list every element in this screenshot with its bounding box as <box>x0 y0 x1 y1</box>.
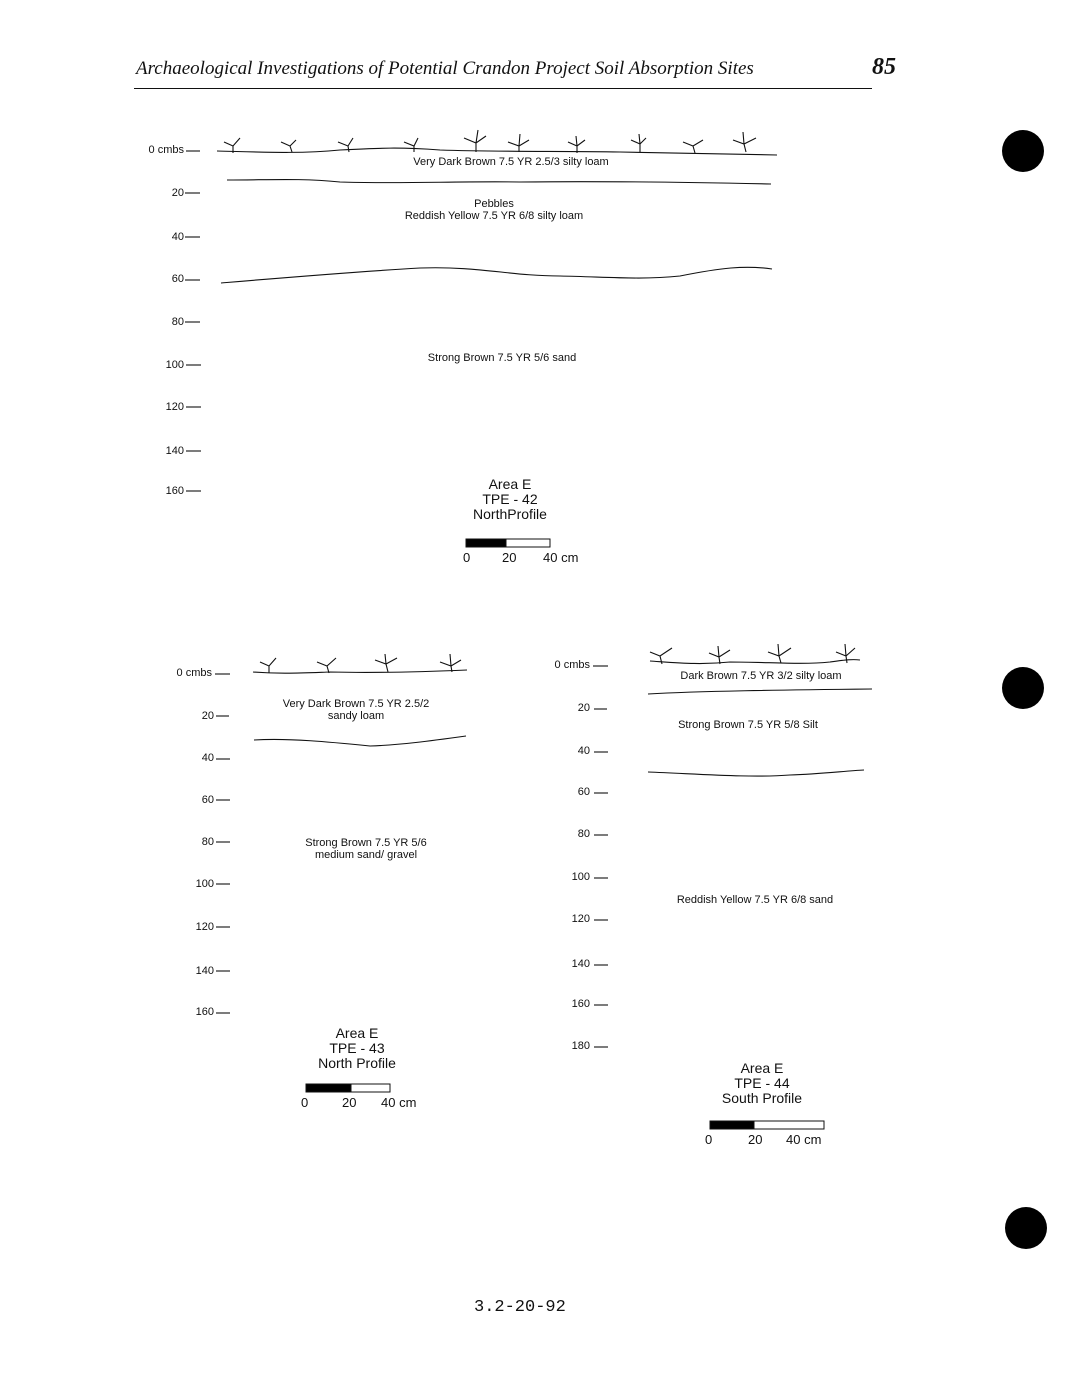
tpe42-ground-surface <box>217 148 777 155</box>
depth-label: 80 <box>577 828 590 840</box>
depth-label: 40 <box>171 231 184 243</box>
depth-label: 120 <box>165 401 184 413</box>
tpe43-ground-surface <box>253 670 467 673</box>
horizon-label: Very Dark Brown 7.5 YR 2.5/3 silty loam <box>413 156 609 168</box>
depth-label: 40 <box>577 745 590 757</box>
tpe42-grass-symbols <box>224 130 756 153</box>
depth-label: 160 <box>195 1006 214 1018</box>
tpe44-boundary-2 <box>648 770 864 776</box>
scale-bar-label: 40 cm <box>381 1095 417 1110</box>
tpe43-grass-symbols <box>260 654 461 673</box>
depth-label: 120 <box>195 921 214 933</box>
horizon-label: Very Dark Brown 7.5 YR 2.5/2 <box>282 698 430 710</box>
depth-label: 40 <box>201 752 214 764</box>
depth-label: 0 cmbs <box>148 144 184 156</box>
horizon-label: medium sand/ gravel <box>314 849 418 861</box>
depth-label: 20 <box>577 702 590 714</box>
tpe43-depth-ticks <box>215 674 230 1013</box>
tpe43-scale-bar <box>306 1084 390 1092</box>
horizon-label: Pebbles <box>474 198 514 210</box>
depth-label: 140 <box>165 445 184 457</box>
horizon-label: Strong Brown 7.5 YR 5/6 sand <box>427 352 577 364</box>
horizon-label: Strong Brown 7.5 YR 5/6 <box>305 837 427 849</box>
scale-bar-label: 20 <box>748 1132 763 1147</box>
depth-label: 180 <box>571 1040 590 1052</box>
scale-bar-label: 40 cm <box>786 1132 822 1147</box>
horizon-label: Reddish Yellow 7.5 YR 6/8 sand <box>676 894 834 906</box>
scale-bar-label: 20 <box>502 550 517 565</box>
depth-label: 60 <box>201 794 214 806</box>
page-footer-code: 3.2-20-92 <box>474 1298 566 1317</box>
depth-label: 140 <box>195 965 214 977</box>
depth-label: 100 <box>195 878 214 890</box>
horizon-label: Reddish Yellow 7.5 YR 6/8 silty loam <box>404 210 584 222</box>
profile-title: Area E TPE - 42 NorthProfile <box>473 476 547 522</box>
scale-bar-label: 40 cm <box>543 550 579 565</box>
tpe43-boundary-1 <box>254 736 466 746</box>
depth-label: 60 <box>171 273 184 285</box>
depth-label: 100 <box>571 871 590 883</box>
scale-bar-label: 20 <box>342 1095 357 1110</box>
depth-label: 20 <box>201 710 214 722</box>
tpe42-boundary-2 <box>221 267 772 283</box>
depth-label: 0 cmbs <box>176 667 212 679</box>
horizon-label: Dark Brown 7.5 YR 3/2 silty loam <box>680 670 842 682</box>
tpe44-boundary-1 <box>648 689 872 694</box>
depth-label: 20 <box>171 187 184 199</box>
scale-bar-label: 0 <box>301 1095 309 1110</box>
depth-label: 160 <box>571 998 590 1010</box>
depth-label: 100 <box>165 359 184 371</box>
page-number: 85 <box>872 54 896 80</box>
tpe44-ground-surface <box>650 660 860 664</box>
scale-bar-label: 0 <box>463 550 471 565</box>
tpe42-boundary-1 <box>227 180 771 185</box>
depth-label: 80 <box>171 316 184 328</box>
horizon-label: sandy loam <box>327 710 385 722</box>
depth-label: 160 <box>165 485 184 497</box>
horizon-label: Strong Brown 7.5 YR 5/8 Silt <box>678 719 818 731</box>
depth-label: 80 <box>201 836 214 848</box>
depth-label: 60 <box>577 786 590 798</box>
depth-label: 140 <box>571 958 590 970</box>
depth-label: 120 <box>571 913 590 925</box>
depth-label: 0 cmbs <box>554 659 590 671</box>
tpe42-depth-ticks <box>185 151 201 491</box>
profile-title: Area E TPE - 43 North Profile <box>318 1025 396 1071</box>
running-header-title: Archaeological Investigations of Potential Crandon Project Soil Absorption Sites <box>136 58 754 79</box>
tpe44-depth-ticks <box>593 666 608 1047</box>
tpe44-scale-bar <box>710 1121 824 1129</box>
tpe42-scale-bar <box>466 539 550 547</box>
profile-title: Area E TPE - 44 South Profile <box>721 1060 803 1106</box>
scale-bar-label: 0 <box>705 1132 713 1147</box>
tpe44-grass-symbols <box>650 644 855 664</box>
